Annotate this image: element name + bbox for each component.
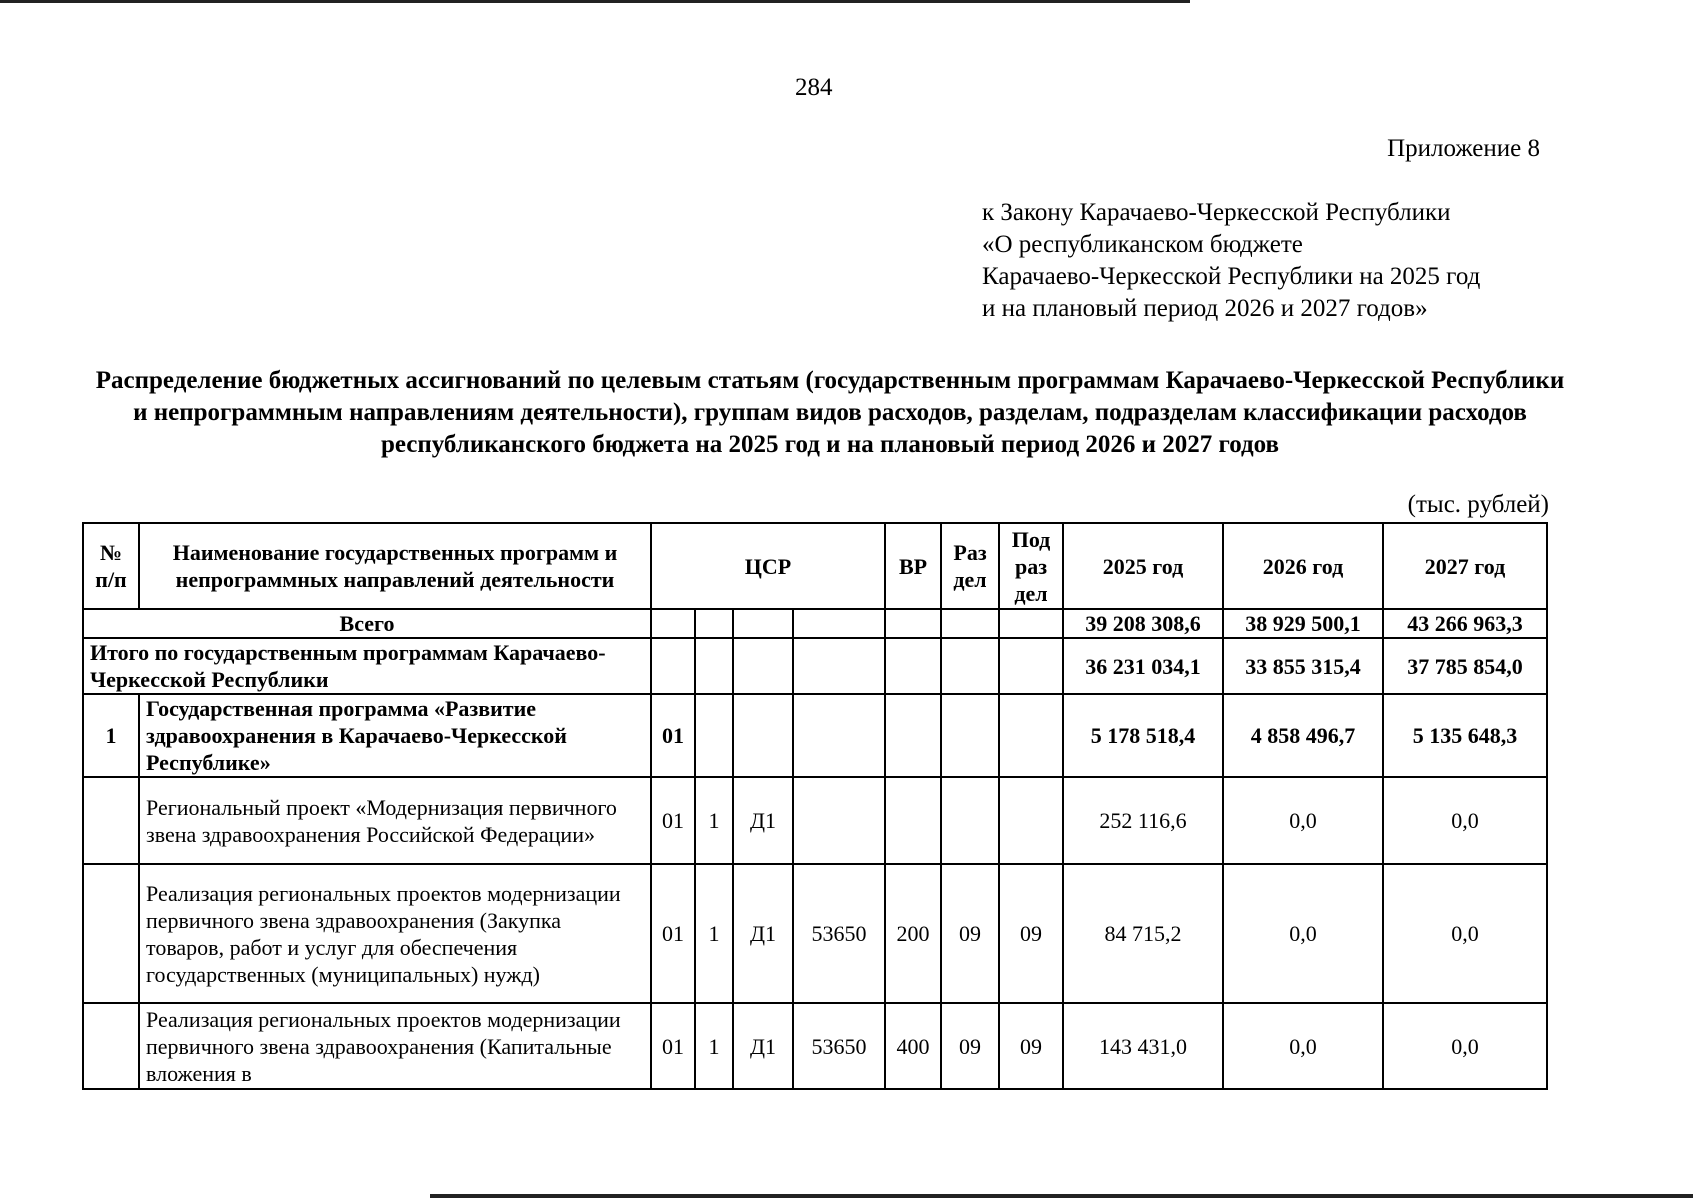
row-podrazdel: 09 bbox=[999, 1003, 1063, 1089]
row-razdel: 09 bbox=[941, 1003, 999, 1089]
table-cell bbox=[695, 609, 733, 638]
row-csr-direction: 53650 bbox=[793, 1003, 885, 1089]
programs-total-label: Итого по государственным программам Карачаево-Черкесской Республики bbox=[83, 638, 651, 694]
row-2027: 0,0 bbox=[1383, 864, 1547, 1003]
header-vr: ВР bbox=[885, 523, 941, 609]
programs-total-2026: 33 855 315,4 bbox=[1223, 638, 1383, 694]
header-name: Наименование государственных программ и непрограммных направлений деятельности bbox=[139, 523, 651, 609]
programs-total-2025: 36 231 034,1 bbox=[1063, 638, 1223, 694]
header-podrazdel: Под раз дел bbox=[999, 523, 1063, 609]
row-name: Реализация региональных проектов модернизации первичного звена здравоохранения (Капитальные вложения в bbox=[139, 1003, 651, 1089]
row-num bbox=[83, 1003, 139, 1089]
row-csr-program: 01 bbox=[651, 694, 695, 777]
header-num: № п/п bbox=[83, 523, 139, 609]
total-label: Всего bbox=[83, 609, 651, 638]
row-csr-direction bbox=[793, 694, 885, 777]
table-cell bbox=[885, 609, 941, 638]
table-row bbox=[83, 1003, 1547, 1089]
table-cell bbox=[999, 638, 1063, 694]
row-csr-type: 1 bbox=[695, 777, 733, 864]
row-podrazdel: 09 bbox=[999, 864, 1063, 1003]
row-razdel: 09 bbox=[941, 864, 999, 1003]
top-scan-rule bbox=[0, 0, 1190, 3]
table-cell bbox=[651, 609, 695, 638]
total-2026: 38 929 500,1 bbox=[1223, 609, 1383, 638]
table-cell bbox=[733, 638, 793, 694]
row-csr-program: 01 bbox=[651, 777, 695, 864]
programs-total-2027: 37 785 854,0 bbox=[1383, 638, 1547, 694]
budget-table bbox=[82, 522, 1548, 1090]
table-row bbox=[83, 864, 1547, 1003]
row-2026: 0,0 bbox=[1223, 864, 1383, 1003]
row-csr-project bbox=[733, 694, 793, 777]
table-cell bbox=[885, 638, 941, 694]
row-csr-program: 01 bbox=[651, 1003, 695, 1089]
row-csr-project: Д1 bbox=[733, 777, 793, 864]
row-podrazdel bbox=[999, 694, 1063, 777]
law-reference-line: Карачаево-Черкесской Республики на 2025 год bbox=[982, 263, 1481, 290]
bottom-scan-rule bbox=[430, 1194, 1693, 1198]
total-2025: 39 208 308,6 bbox=[1063, 609, 1223, 638]
row-csr-type: 1 bbox=[695, 864, 733, 1003]
header-2026: 2026 год bbox=[1223, 523, 1383, 609]
row-2025: 84 715,2 bbox=[1063, 864, 1223, 1003]
row-num bbox=[83, 777, 139, 864]
table-cell bbox=[999, 609, 1063, 638]
document-title: Распределение бюджетных ассигнований по целевым статьям (государственным программам Карачаево-Черкесской Республики и непрограммным направлениям деятельности), группам видов расходов, разделам, подразделам классификации расходов республиканского бюджета на 2025 год и на плановый период 2026 и 2027 годов bbox=[95, 367, 1565, 458]
row-csr-direction bbox=[793, 777, 885, 864]
row-vr: 200 bbox=[885, 864, 941, 1003]
row-num: 1 bbox=[83, 694, 139, 777]
row-2026: 0,0 bbox=[1223, 1003, 1383, 1089]
row-csr-type: 1 bbox=[695, 1003, 733, 1089]
table-cell bbox=[793, 609, 885, 638]
units-label: (тыс. рублей) bbox=[1407, 491, 1549, 518]
row-2027: 0,0 bbox=[1383, 777, 1547, 864]
table-row bbox=[83, 694, 1547, 777]
row-vr bbox=[885, 694, 941, 777]
table-header-row bbox=[83, 523, 1547, 609]
row-2027: 5 135 648,3 bbox=[1383, 694, 1547, 777]
appendix-label: Приложение 8 bbox=[1387, 135, 1540, 162]
row-csr-project: Д1 bbox=[733, 864, 793, 1003]
total-2027: 43 266 963,3 bbox=[1383, 609, 1547, 638]
law-reference bbox=[982, 197, 1480, 325]
row-name: Государственная программа «Развитие здравоохранения в Карачаево-Черкесской Республике» bbox=[139, 694, 651, 777]
row-2025: 5 178 518,4 bbox=[1063, 694, 1223, 777]
law-reference-line: и на плановый период 2026 и 2027 годов» bbox=[982, 295, 1428, 322]
programs-total-row bbox=[83, 638, 1547, 694]
row-2025: 143 431,0 bbox=[1063, 1003, 1223, 1089]
table-cell bbox=[941, 638, 999, 694]
table-row bbox=[83, 777, 1547, 864]
table-cell bbox=[651, 638, 695, 694]
table-cell bbox=[941, 609, 999, 638]
table-cell bbox=[733, 609, 793, 638]
row-razdel bbox=[941, 777, 999, 864]
header-2027: 2027 год bbox=[1383, 523, 1547, 609]
header-csr: ЦСР bbox=[651, 523, 885, 609]
row-vr bbox=[885, 777, 941, 864]
row-razdel bbox=[941, 694, 999, 777]
row-csr-project: Д1 bbox=[733, 1003, 793, 1089]
row-2025: 252 116,6 bbox=[1063, 777, 1223, 864]
header-2025: 2025 год bbox=[1063, 523, 1223, 609]
page-number: 284 bbox=[795, 74, 833, 101]
row-2026: 0,0 bbox=[1223, 777, 1383, 864]
row-2026: 4 858 496,7 bbox=[1223, 694, 1383, 777]
total-row bbox=[83, 609, 1547, 638]
row-csr-program: 01 bbox=[651, 864, 695, 1003]
row-csr-direction: 53650 bbox=[793, 864, 885, 1003]
row-podrazdel bbox=[999, 777, 1063, 864]
table-cell bbox=[793, 638, 885, 694]
row-vr: 400 bbox=[885, 1003, 941, 1089]
header-razdel: Раз дел bbox=[941, 523, 999, 609]
row-name: Реализация региональных проектов модернизации первичного звена здравоохранения (Закупка товаров, работ и услуг для обеспечения государственных (муниципальных) нужд) bbox=[139, 864, 651, 1003]
row-2027: 0,0 bbox=[1383, 1003, 1547, 1089]
row-name: Региональный проект «Модернизация первичного звена здравоохранения Российской Федерации» bbox=[139, 777, 651, 864]
law-reference-line: к Закону Карачаево-Черкесской Республики bbox=[982, 199, 1451, 226]
row-num bbox=[83, 864, 139, 1003]
row-csr-type bbox=[695, 694, 733, 777]
law-reference-line: «О республиканском бюджете bbox=[982, 231, 1303, 258]
table-cell bbox=[695, 638, 733, 694]
